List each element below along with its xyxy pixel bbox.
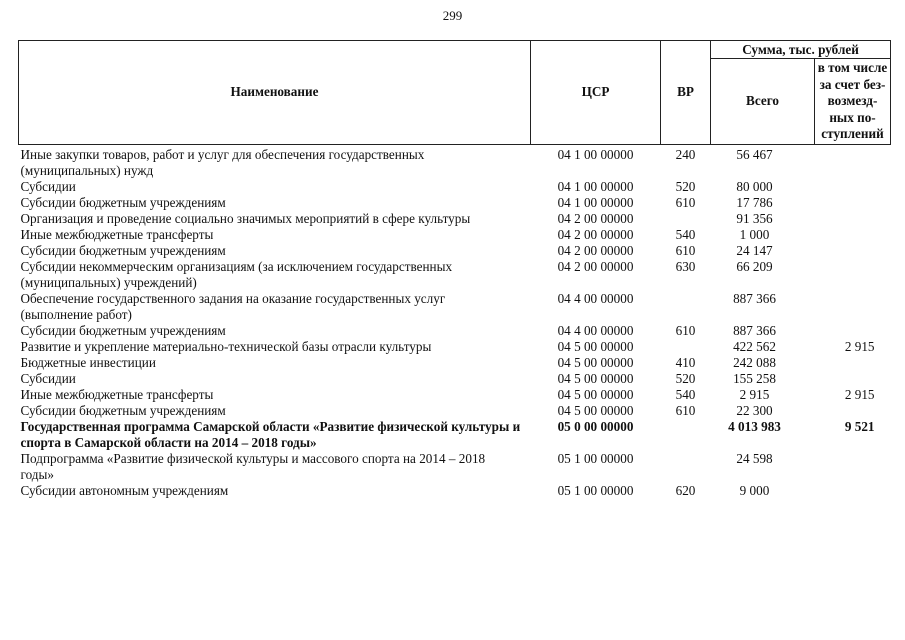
row-name: Иные межбюджетные трансферты [20, 386, 214, 402]
row-gratuitous [815, 323, 891, 339]
row-gratuitous [815, 355, 891, 371]
row-total: 24 598 [736, 450, 773, 466]
row-name: Субсидии бюджетным учреждениям [20, 402, 226, 418]
row-gratuitous: 2 915 [844, 338, 875, 354]
row-csr: 04 4 00 00000 [557, 322, 634, 338]
table-header [19, 41, 891, 145]
row-total: 66 209 [736, 258, 773, 274]
row-csr: 04 4 00 00000 [557, 290, 634, 306]
row-gratuitous [815, 211, 891, 227]
row-name: Субсидии [20, 370, 76, 386]
row-vr: 520 [675, 370, 696, 386]
row-vr: 540 [675, 386, 696, 402]
row-total: 91 356 [736, 210, 773, 226]
row-vr: 610 [675, 242, 696, 258]
row-vr [661, 339, 711, 355]
row-vr [661, 451, 711, 483]
row-total: 242 088 [733, 354, 776, 370]
row-total: 24 147 [736, 242, 773, 258]
row-name: Бюджетные инвестиции [20, 354, 156, 370]
row-gratuitous [815, 179, 891, 195]
row-vr: 610 [675, 402, 696, 418]
row-vr: 520 [675, 178, 696, 194]
table-row [19, 291, 891, 323]
table-row [19, 243, 891, 259]
header-gratuitous: в том числе за счет без-возмезд-ных по-ступлений [815, 59, 891, 145]
row-name: Развитие и укрепление материально-технической базы отрасли культуры [20, 338, 432, 354]
row-total: 56 467 [736, 146, 773, 162]
table-row [19, 339, 891, 355]
row-csr: 04 5 00 00000 [557, 354, 634, 370]
row-name: Иные закупки товаров, работ и услуг для обеспечения государственных (муниципальных) нужд [20, 146, 425, 178]
row-csr: 05 1 00 00000 [557, 450, 634, 466]
row-name: Субсидии [20, 178, 76, 194]
table-row [19, 419, 891, 451]
row-total: 80 000 [736, 178, 773, 194]
row-csr: 04 5 00 00000 [557, 402, 634, 418]
row-csr: 04 1 00 00000 [557, 194, 634, 210]
table-row [19, 259, 891, 291]
row-gratuitous [815, 259, 891, 291]
row-gratuitous: 9 521 [844, 418, 875, 434]
table-row [19, 483, 891, 499]
row-csr: 05 1 00 00000 [557, 482, 634, 498]
row-vr: 610 [675, 322, 696, 338]
table-row [19, 451, 891, 483]
row-name: Субсидии бюджетным учреждениям [20, 242, 226, 258]
row-gratuitous [815, 243, 891, 259]
table-row [19, 403, 891, 419]
row-gratuitous [815, 371, 891, 387]
table-row [19, 211, 891, 227]
row-csr: 04 1 00 00000 [557, 178, 634, 194]
table-row [19, 195, 891, 211]
row-csr: 04 5 00 00000 [557, 386, 634, 402]
table-row [19, 371, 891, 387]
header-sum: Сумма, тыс. рублей [711, 41, 891, 59]
row-vr: 410 [675, 354, 696, 370]
table-row [19, 387, 891, 403]
row-total: 4 013 983 [728, 418, 781, 434]
budget-table [18, 40, 891, 499]
page-number: 299 [442, 8, 463, 23]
row-name: Государственная программа Самарской области «Развитие физической культуры и спорта в Самарской области на 2014 – 2018 годы» [20, 418, 521, 450]
row-vr [661, 211, 711, 227]
row-total: 422 562 [733, 338, 776, 354]
row-name: Обеспечение государственного задания на оказание государственных услуг (выполнение работ) [20, 290, 446, 322]
header-csr: ЦСР [531, 41, 661, 145]
row-gratuitous [815, 451, 891, 483]
row-csr: 04 5 00 00000 [557, 338, 634, 354]
row-csr: 04 2 00 00000 [557, 258, 634, 274]
header-total: Всего [711, 59, 815, 145]
row-total: 887 366 [733, 290, 776, 306]
table-body [19, 144, 891, 499]
row-vr [661, 291, 711, 323]
row-gratuitous [815, 483, 891, 499]
row-gratuitous: 2 915 [844, 386, 875, 402]
header-vr: ВР [661, 41, 711, 145]
row-name: Субсидии бюджетным учреждениям [20, 194, 226, 210]
row-gratuitous [815, 291, 891, 323]
row-csr: 04 1 00 00000 [557, 146, 634, 162]
row-total: 1 000 [739, 226, 770, 242]
table-row [19, 323, 891, 339]
row-vr: 630 [675, 258, 696, 274]
row-csr: 04 2 00 00000 [557, 210, 634, 226]
row-name: Организация и проведение социально значимых мероприятий в сфере культуры [20, 210, 471, 226]
row-total: 2 915 [739, 386, 770, 402]
row-csr: 04 5 00 00000 [557, 370, 634, 386]
row-total: 17 786 [736, 194, 773, 210]
header-name: Наименование [19, 41, 531, 145]
row-name: Субсидии бюджетным учреждениям [20, 322, 226, 338]
row-gratuitous [815, 144, 891, 179]
table-row [19, 179, 891, 195]
row-vr: 620 [675, 482, 696, 498]
row-total: 9 000 [739, 482, 770, 498]
table-row [19, 144, 891, 179]
table-row [19, 227, 891, 243]
row-csr: 04 2 00 00000 [557, 242, 634, 258]
row-vr: 540 [675, 226, 696, 242]
table-row [19, 355, 891, 371]
row-vr: 610 [675, 194, 696, 210]
row-csr: 04 2 00 00000 [557, 226, 634, 242]
row-name: Иные межбюджетные трансферты [20, 226, 214, 242]
row-total: 22 300 [736, 402, 773, 418]
row-total: 155 258 [733, 370, 776, 386]
row-name: Субсидии автономным учреждениям [20, 482, 229, 498]
row-total: 887 366 [733, 322, 776, 338]
row-vr [661, 419, 711, 451]
row-vr: 240 [675, 146, 696, 162]
row-name: Субсидии некоммерческим организациям (за исключением государственных (муниципальных) учреждений) [20, 258, 453, 290]
row-gratuitous [815, 227, 891, 243]
row-name: Подпрограмма «Развитие физической культуры и массового спорта на 2014 – 2018 годы» [20, 450, 486, 482]
row-gratuitous [815, 195, 891, 211]
row-csr: 05 0 00 00000 [557, 418, 634, 434]
row-gratuitous [815, 403, 891, 419]
